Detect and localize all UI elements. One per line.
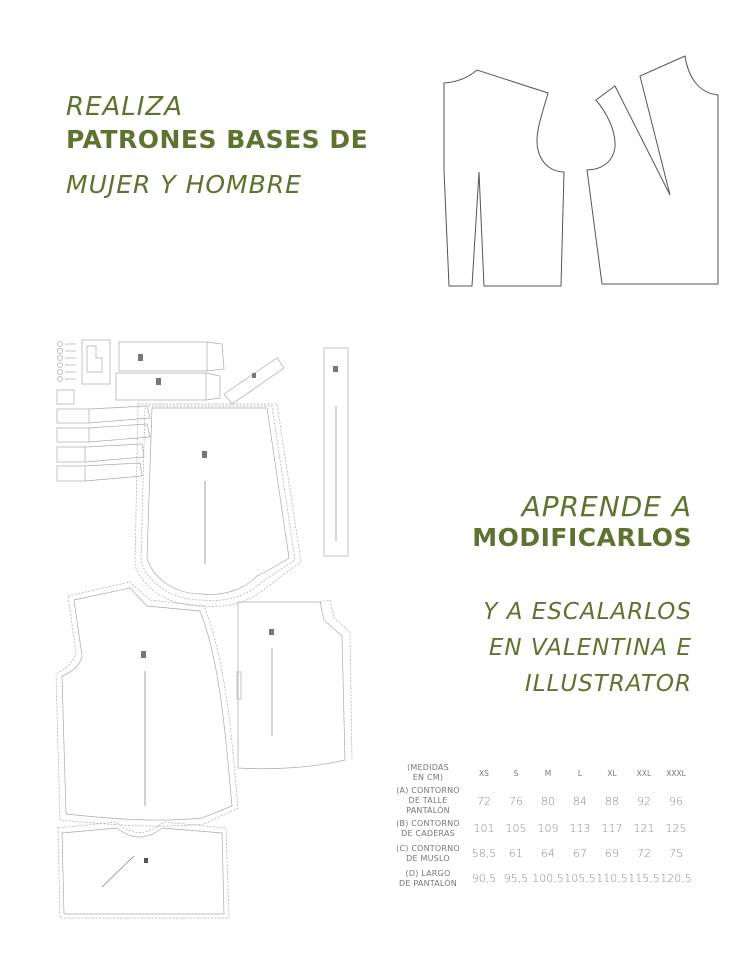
table-row [388, 841, 692, 866]
cell-value: 105,5 [564, 872, 596, 885]
cell-value: 67 [573, 847, 587, 860]
heading-line-valentina: EN VALENTINA E [488, 635, 692, 661]
size-s: S [513, 768, 519, 778]
heading-patrones-bases: PATRONES BASES DE [66, 125, 369, 154]
cell-value: 84 [573, 794, 587, 808]
row-label: (C) CONTORNO DE MUSLO [396, 843, 460, 863]
heading-line-escalarlos: Y A ESCALARLOS [483, 599, 692, 625]
table-header-row [388, 760, 692, 786]
cell-value: 72 [637, 847, 651, 860]
cell-value: 88 [605, 794, 619, 808]
cell-value: 80 [541, 794, 555, 808]
cell-value: 120,5 [660, 872, 692, 885]
cell-value: 95,5 [503, 872, 529, 885]
size-l: L [577, 768, 583, 778]
heading-modificarlos: MODIFICARLOS [472, 523, 692, 552]
cell-value: 58,5 [471, 847, 497, 860]
cell-value: 101 [473, 822, 495, 835]
table-row [388, 866, 692, 891]
heading-line-illustrator: ILLUSTRATOR [524, 671, 692, 697]
cell-value: 109 [537, 822, 559, 835]
size-xxl: XXL [636, 768, 652, 778]
cell-value: 75 [669, 847, 683, 860]
heading-escalarlos [483, 594, 692, 702]
row-label: (A) CONTORNO DE TALLE PANTALÓN [396, 786, 460, 815]
table-row [388, 786, 692, 816]
cell-value: 113 [569, 822, 591, 835]
cell-value: 90,5 [471, 872, 497, 885]
cell-value: 72 [477, 794, 491, 808]
cell-value: 61 [509, 847, 523, 860]
cell-value: 100,5 [532, 872, 564, 885]
row-label: (B) CONTORNO DE CADERAS [396, 818, 460, 838]
cell-value: 69 [605, 847, 619, 860]
cell-value: 76 [509, 794, 523, 808]
heading-mujer-hombre: MUJER Y HOMBRE [66, 170, 302, 199]
cell-value: 64 [541, 847, 555, 860]
pattern-layout-illustration [52, 336, 362, 926]
heading-realiza: REALIZA [66, 92, 184, 122]
table-row [388, 816, 692, 841]
size-xs: XS [479, 768, 489, 778]
cell-value: 115,5 [628, 872, 660, 885]
heading-aprende: APRENDE A [521, 490, 692, 523]
cell-value: 96 [669, 794, 683, 808]
cell-value: 110,5 [596, 872, 628, 885]
header-label: (MEDIDAS EN CM) [407, 763, 449, 782]
size-xxxl: XXXL [666, 768, 686, 778]
bodice-pattern-illustration [430, 50, 730, 300]
row-label: (D) LARGO DE PANTALÓN [399, 868, 457, 888]
size-m: M [544, 768, 552, 778]
cell-value: 117 [601, 822, 623, 835]
cell-value: 121 [633, 822, 655, 835]
legend-icons [58, 342, 77, 382]
cell-value: 125 [665, 822, 687, 835]
cell-value: 92 [637, 794, 651, 808]
size-xl: XL [607, 768, 617, 778]
cell-value: 105 [505, 822, 527, 835]
measurements-table [388, 760, 692, 891]
